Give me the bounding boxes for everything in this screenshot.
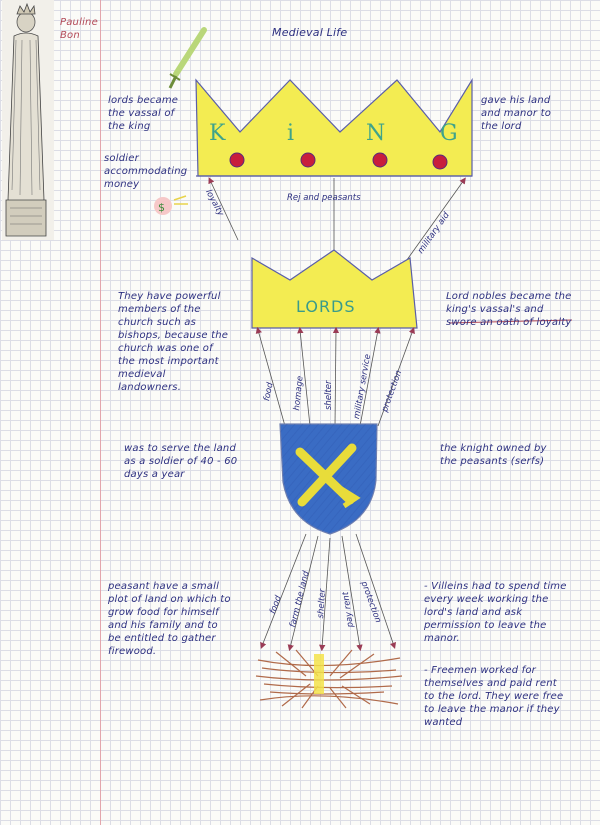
label-food-2: food [268,594,284,616]
king-letter-4: G [440,121,458,146]
peasants-straw-bundle [256,650,402,708]
straw-tie [314,654,324,694]
label-pay-rent: pay rent [341,591,356,628]
label-loyalty: loyalty [203,188,226,218]
money-bag-icon [154,196,188,215]
label-shelter-2: shelter [316,588,329,619]
label-homage: homage [292,375,306,412]
lords-label: LORDS [296,297,356,316]
king-letter-1: K [209,121,226,146]
note-soldier-money: soldier accommodating money [104,153,188,190]
label-food-1: food [262,381,276,403]
king-letter-3: N [366,121,386,146]
page-title: Medieval Life [272,26,348,39]
label-protection-1: protection [380,369,405,414]
note-serve-soldier: was to serve the land as a soldier of 40 - 60 days a year [124,443,238,480]
note-villeins: - Villeins had to spend time every week working the lord's land and ask permission to leave the manor. [424,581,567,644]
note-land-manor: gave his land and manor to the lord [481,95,552,132]
label-protection-2: protection [358,580,383,625]
note-lord-nobles: Lord nobles became the king's vassal's and swore an oath of loyalty [446,291,572,328]
arrow-shelter-1 [335,330,336,426]
king-letter-2: i [287,121,295,146]
note-knight-owned: the knight owned by the peasants (serfs) [440,443,547,467]
arrow-food-1 [258,330,285,426]
note-freemen: - Freemen worked for themselves and paid rent to the lord. They were free to leave the manor if they wanted [424,665,564,728]
svg-text:$: $ [158,201,165,214]
lords-crown [252,250,417,328]
label-land-peasants: Rej and peasants [287,193,361,203]
sword-icon [170,30,204,88]
note-peasant-land: peasant have a small plot of land on which to grow food for himself and his family and to be entitled to gather firewood. [108,581,231,657]
label-military-aid: military aid [416,210,452,256]
note-lords-vassal: lords became the vassal of the king [108,95,179,132]
label-farm-land: farm the land [288,570,312,629]
label-military-service: military service [352,353,374,420]
king-statue-illustration [2,0,54,240]
note-church-members: They have powerful members of the church such as bishops, because the church was one of the most important medieval landowners. [118,291,229,393]
label-shelter-1: shelter [324,380,334,410]
author-name: Pauline Bon [60,17,98,41]
